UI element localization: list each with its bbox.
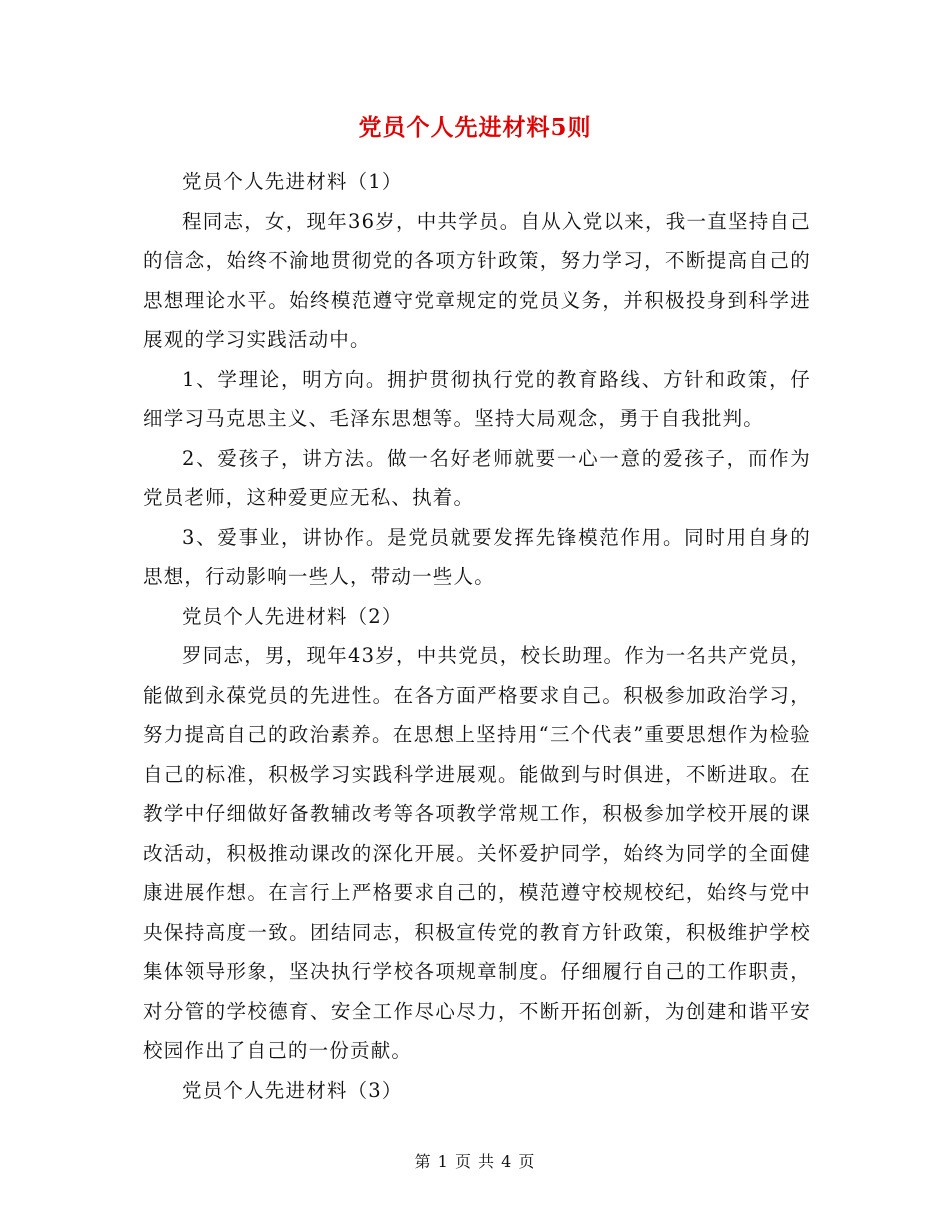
body-paragraph: 罗同志，男，现年43岁，中共党员，校长助理。作为一名共产党员，能做到永葆党员的先进性。在各方面严格要求自己。积极参加政治学习，努力提高自己的政治素养。在思想上坚持用“三个代表”重要思想作为检验自己的标准，积极学习实践科学进展观。能做到与时俱进，不断进取。在教学中仔细做好备教辅改考等各项教学常规工作，积极参加学校开展的课改活动，积极推动课改的深化开展。关怀爱护同学，始终为同学的全面健康进展作想。在言行上严格要求自己的，模范遵守校规校纪，始终与党中央保持高度一致。团结同志，积极宣传党的教育方针政策，积极维护学校集体领导形象，坚决执行学校各项规章制度。仔细履行自己的工作职责，对分管的学校德育、安全工作尽心尽力，不断开拓创新，为创建和谐平安校园作出了自己的一份贡献。 [143,644,811,1062]
section-heading-1: 党员个人先进材料（1） [182,170,403,193]
body-paragraph: 程同志，女，现年36岁，中共学员。自从入党以来，我一直坚持自己的信念，始终不渝地贯彻党的各项方针政策，努力学习，不断提高自己的思想理论水平。始终模范遵守党章规定的党员义务，并积极投身到科学进展观的学习实践活动中。 [143,209,811,351]
page-number-footer: 第 1 页 共 4 页 [414,1152,536,1171]
section-heading-2: 党员个人先进材料（2） [182,604,403,628]
body-paragraph: 1、学理论，明方向。拥护贯彻执行党的教育路线、方针和政策，仔细学习马克思主义、毛泽东思想等。坚持大局观念，勇于自我批判。 [143,367,811,430]
section-heading-3: 党员个人先进材料（3） [182,1078,403,1102]
document-title: 党员个人先进材料5则 [358,114,592,141]
body-paragraph: 2、爱孩子，讲方法。做一名好老师就要一心一意的爱孩子，而作为党员老师，这种爱更应无私、执着。 [143,446,811,509]
body-paragraph: 3、爱事业，讲协作。是党员就要发挥先锋模范作用。同时用自身的思想，行动影响一些人，带动一些人。 [143,525,811,588]
document-body [143,162,811,1110]
